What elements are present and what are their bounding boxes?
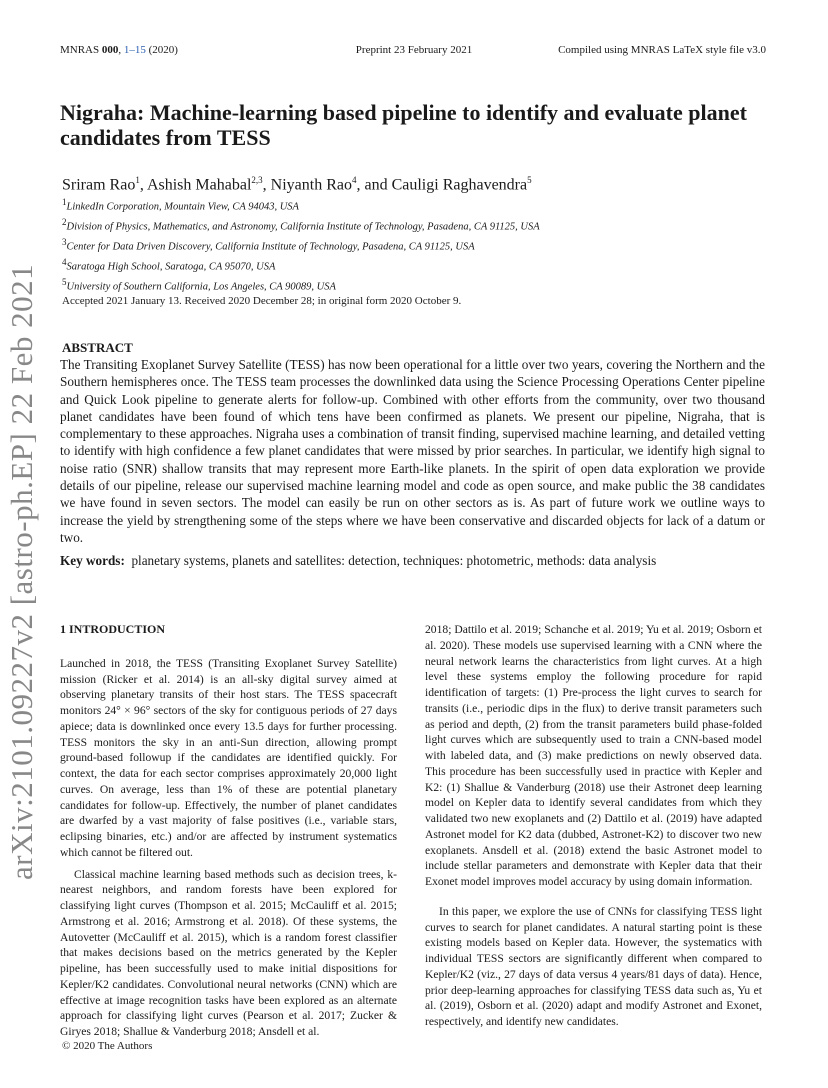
affiliation-text: Division of Physics, Mathematics, and Astronomy, California Institute of Technology, Pasadena, CA 91125, USA (66, 221, 540, 233)
keywords-text: planetary systems, planets and satellites: detection, techniques: photometric, methods: data analysis (131, 553, 657, 568)
affiliation-text: Saratoga High School, Saratoga, CA 95070, USA (66, 261, 276, 273)
keywords-line (60, 553, 765, 569)
author-name: Ashish Mahabal (146, 176, 252, 194)
affiliation-line (62, 195, 540, 215)
affiliation-line (62, 255, 540, 275)
accepted-line: Accepted 2021 January 13. Received 2020 December 28; in original form 2020 October 9. (62, 295, 462, 307)
compiled-note: Compiled using MNRAS LaTeX style file v3.0 (558, 44, 766, 56)
abstract-heading: ABSTRACT (62, 340, 133, 355)
arxiv-stamp[interactable]: arXiv:2101.09227v2 [astro-ph.EP] 22 Feb 2021 (4, 263, 39, 880)
intro-paragraph-2: Classical machine learning based methods such as decision trees, k-nearest neighbors, and random forests have been explored for classifying light curves (Thompson et al. 2015; McCauliff et al. 2015; Armstrong et al. 2016; Armstrong et al. 2018). Of these systems, the Autovetter (McCauliff et al. 2015), which is a random forest classifier that makes decisions based on the metrics generated by the Kepler pipeline, has been successfully used to make initial dispositions for Kepler/K2 candidates. Convolutional neural networks (CNN) which are effective at image recognition tasks have been explored as an alternate approach for classifying light curves (Pearson et al. 2017; Zucker & Giryes 2018; Shallue & Vanderburg 2018; Ansdell et al. (60, 867, 397, 1038)
author-separator: , and (356, 176, 392, 194)
affiliation-list (62, 195, 540, 295)
affiliation-number: 1 (62, 197, 67, 207)
journal-volume: 000 (101, 44, 119, 56)
author-affiliation-mark: 2,3 (251, 175, 263, 185)
author-name: Niyanth Rao (270, 176, 352, 194)
affiliation-number: 4 (62, 257, 67, 267)
intro-paragraph-3: 2018; Dattilo et al. 2019; Schanche et al. 2019; Yu et al. 2019; Osborn et al. 2020). These models use supervised learning with a CNN where the neural network learns the characteristics from light curves. At a high level these systems employ the following procedure for rapid identification of targets: (1) Pre-process the light curves to search for transits (i.e., periodic dips in the flux) to derive transit parameters such as period and depth, (2) from the transit parameters build phase-folded light curves which are subsequently used to train a CNN-based model with labeled data, and (3) make predictions on newly observed data. This procedure has been successfully used in practice with Kepler and K2: (1) Shallue & Vanderburg (2018) use their Astronet deep learning model on Kepler data to identify several candidates from which they validated two new exoplanets and (2) Dattilo et al. (2019) have adapted Astronet model for K2 data (dubbed, Astronet-K2) to discover two new exoplanets. Ansdell et al. (2018) extend the basic Astronet model to include stellar parameters and demonstrate with Kepler data that their Exonet model improves model accuracy by using domain information. (425, 623, 762, 888)
author-separator: , (139, 176, 147, 194)
affiliation-number: 2 (62, 217, 67, 227)
author-affiliation-mark: 1 (135, 175, 140, 185)
journal-citation: MNRAS 000, 1–15 (2020) (60, 44, 178, 56)
journal-pages-link[interactable]: 1–15 (123, 44, 146, 56)
affiliation-line (62, 275, 540, 295)
author-list (62, 175, 532, 194)
paper-title: Nigraha: Machine-learning based pipeline to identify and evaluate planet candidates from TESS (60, 100, 747, 150)
intro-paragraph-1: Launched in 2018, the TESS (Transiting Exoplanet Survey Satellite) mission (Ricker et al. 2014) is an all-sky digital survey aimed at observing planetary transits of their host stars. The TESS spacecraft monitors 24° × 96° sectors of the sky for contiguous periods of 27 days apiece; data is downlinked once every 13.5 days for further processing. TESS monitors the sky in an anti-Sun direction, allowing prompt ground-based followup if the candidates are identified quickly. For context, the data for each sector comprises approximately 20,000 light curves. On average, less than 1% of these are potential planetary candidates for follow-up. Effectively, the number of planet candidates are dwarfed by a vast majority of false positives (i.e., variable stars, eclipsing binaries, etc.) and/or are affected by instrument systematics which cannot be filtered out. (60, 656, 397, 859)
keywords-label: Key words: (60, 553, 125, 568)
author-name: Sriram Rao (62, 176, 136, 194)
affiliation-number: 5 (62, 277, 67, 287)
affiliation-text: University of Southern California, Los Angeles, CA 90089, USA (66, 281, 336, 293)
abstract-body: The Transiting Exoplanet Survey Satellite (TESS) has now been operational for a little over two years, covering the Northern and the Southern hemispheres once. The TESS team processes the downlinked data using the Science Processing Operations Center pipeline and Quick Look pipeline to generate alerts for follow-up. Combined with other efforts from the community, over two thousand planet candidates have been found of which tens have been confirmed as planets. We present our pipeline, Nigraha, that is complementary to these approaches. Nigraha uses a combination of transit finding, supervised machine learning, and detailed vetting to identify with high confidence a few planet candidates that were missed by prior searches. In particular, we identify high signal to noise ratio (SNR) shallow transits that may represent more Earth-like planets. In the spirit of open data exploration we provide details of our pipeline, release our supervised machine learning model and code as open source, and make public the 38 candidates we have found in seven sectors. The model can easily be run on other sectors as is. As part of future work we outline ways to increase the yield by strengthening some of the steps where we have been conservative and discarded objects for lack of a datum or two. (60, 357, 765, 545)
affiliation-text: LinkedIn Corporation, Mountain View, CA 94043, USA (66, 201, 299, 213)
affiliation-text: Center for Data Driven Discovery, California Institute of Technology, Pasadena, CA 91125, USA (66, 241, 475, 253)
right-column (425, 622, 762, 1030)
affiliation-line (62, 215, 540, 235)
affiliation-number: 3 (62, 237, 67, 247)
author-separator: , (262, 176, 271, 194)
intro-paragraph-4: In this paper, we explore the use of CNNs for classifying TESS light curves to search for planet candidates. A natural starting point is these existing models based on Kepler data. However, the systematics with individual TESS sectors are significantly different when compared to Kepler/K2 (viz., 27 days of data versus 4 years/81 days of data). Hence, prior deep-learning approaches for classifying TESS data such as, Yu et al. (2019), Osborn et al. (2020) adapt and modify Astronet and Exonet, respectively, and identify new candidates. (425, 904, 762, 1028)
left-column (60, 622, 397, 1040)
preprint-date: Preprint 23 February 2021 (355, 44, 473, 56)
copyright-footer: © 2020 The Authors (62, 1040, 153, 1052)
author-name: Cauligi Raghavendra (391, 176, 528, 194)
author-affiliation-mark: 5 (527, 175, 532, 185)
section-heading-introduction: 1 INTRODUCTION (60, 622, 166, 636)
affiliation-line (62, 235, 540, 255)
author-affiliation-mark: 4 (351, 175, 357, 185)
